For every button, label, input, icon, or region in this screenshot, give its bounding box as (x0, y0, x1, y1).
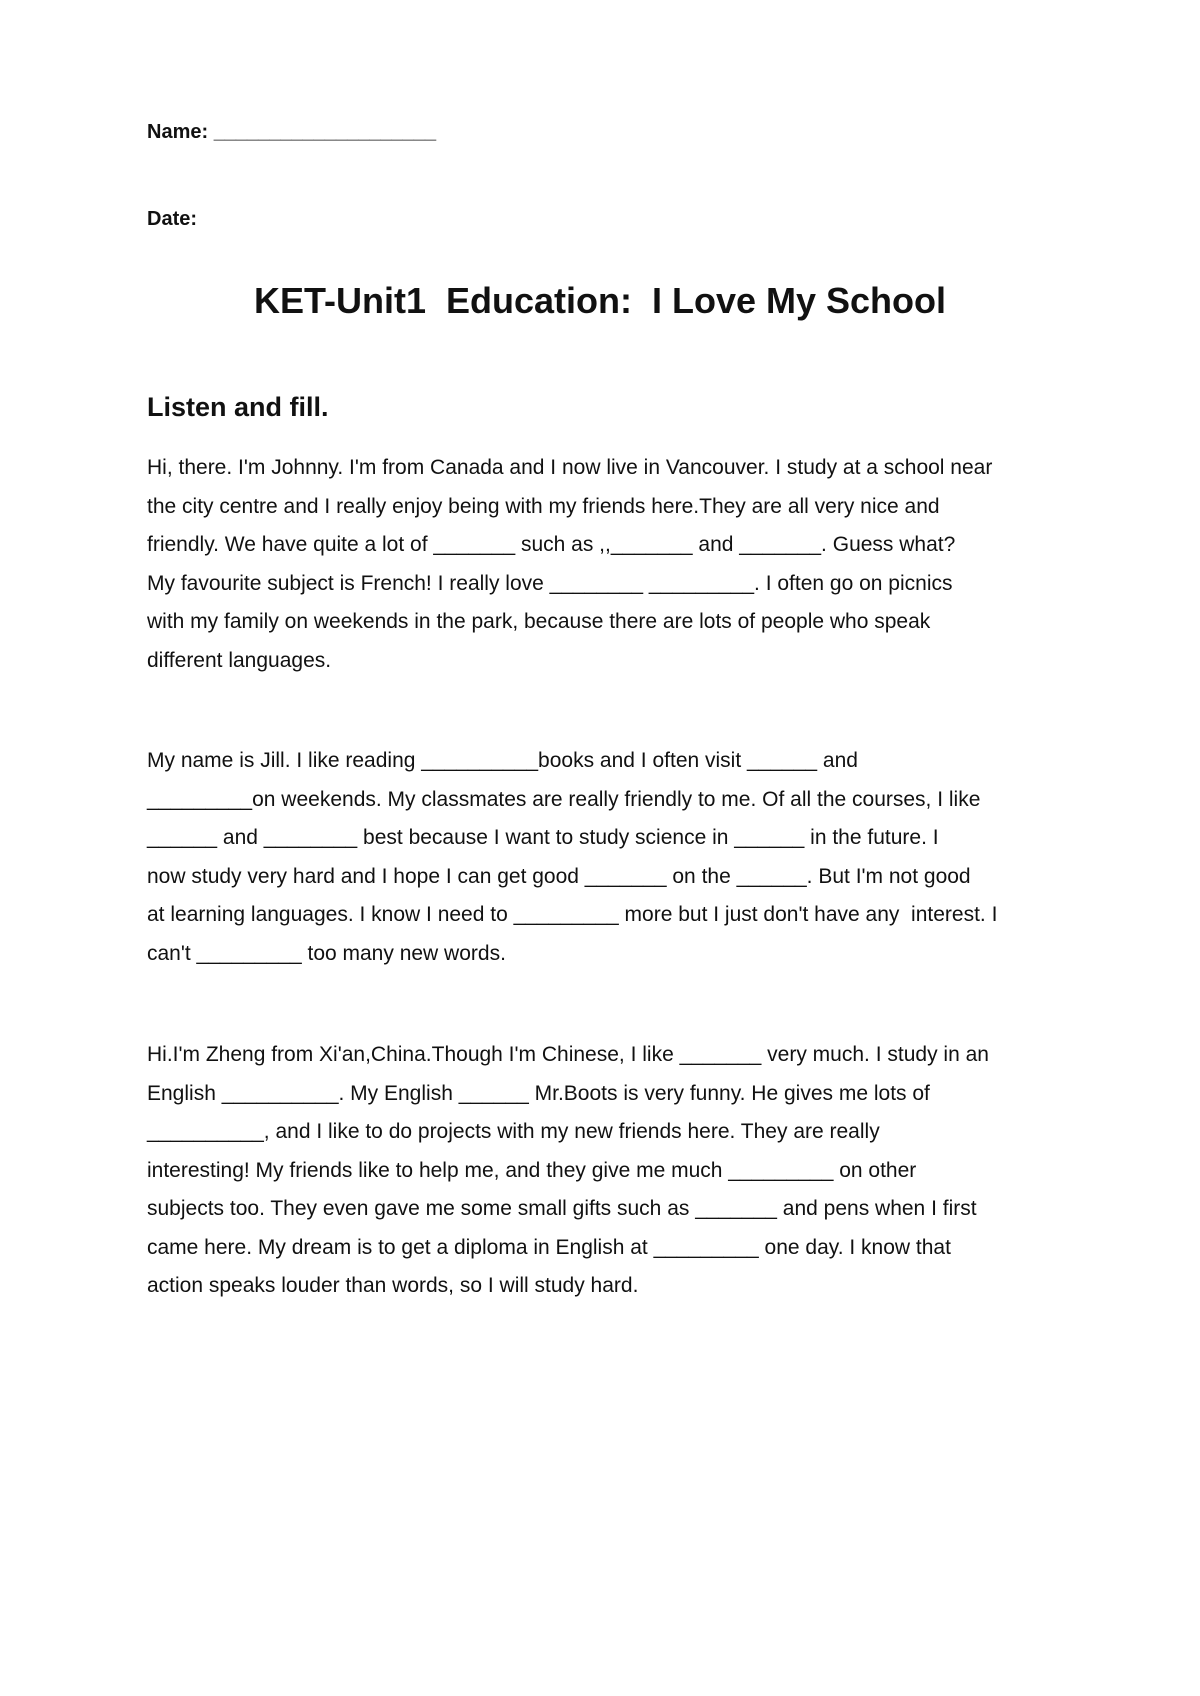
passage-line: can't _________ too many new words. (147, 941, 506, 965)
passage-line: My favourite subject is French! I really love ________ _________. I often go on picnics (147, 571, 953, 595)
passage-line: Hi, there. I'm Johnny. I'm from Canada and I now live in Vancouver. I study at a school near (147, 456, 993, 479)
passage-line: interesting! My friends like to help me, and they give me much _________ on other (147, 1158, 917, 1182)
passage-line: the city centre and I really enjoy being with my friends here.They are all very nice and (147, 494, 940, 518)
passage-line: friendly. We have quite a lot of _______ such as ,,_______ and _______. Guess what? (147, 533, 956, 556)
date-field: Date: (147, 208, 198, 230)
passage-line: English __________. My English ______ Mr.Boots is very funny. He gives me lots of (147, 1081, 930, 1105)
passage-line: _________on weekends. My classmates are really friendly to me. Of all the courses, I like (147, 787, 981, 811)
passage-line: with my family on weekends in the park, because there are lots of people who speak (147, 610, 931, 633)
passage-line: subjects too. They even gave me some small gifts such as _______ and pens when I first (147, 1197, 977, 1220)
name-field: Name: ____________________ (147, 121, 437, 143)
passage-line: My name is Jill. I like reading __________books and I often visit ______ and (147, 749, 858, 772)
passage-line: Hi.I'm Zheng from Xi'an,China.Though I'm Chinese, I like _______ very much. I study in an (147, 1043, 989, 1066)
passage-line: came here. My dream is to get a diploma in English at _________ one day. I know that (147, 1235, 951, 1259)
passage-johnny (147, 449, 1067, 680)
passage-line: different languages. (147, 648, 332, 672)
passage-line: at learning languages. I know I need to _________ more but I just don't have any interest. I (147, 903, 998, 926)
passage-line: ______ and ________ best because I want to study science in ______ in the future. I (147, 826, 939, 849)
passage-jill (147, 742, 1067, 973)
page-title: KET-Unit1 Education: I Love My School (253, 280, 947, 321)
passage-line: action speaks louder than words, so I will study hard. (147, 1274, 639, 1297)
section-heading: Listen and fill. (147, 392, 329, 422)
passage-zheng (147, 1036, 1067, 1306)
passage-line: __________, and I like to do projects with my new friends here. They are really (147, 1120, 880, 1143)
passage-line: now study very hard and I hope I can get good _______ on the ______. But I'm not good (147, 864, 971, 888)
